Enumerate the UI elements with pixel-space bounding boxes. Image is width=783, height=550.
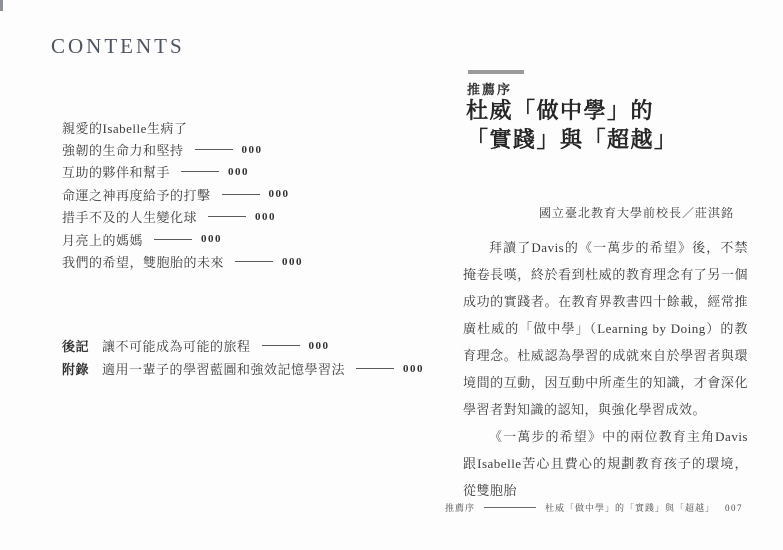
toc-page-number: 000 (308, 339, 330, 352)
appendix-tag: 附錄 (62, 362, 90, 377)
toc-leader-line (262, 345, 300, 346)
toc-leader-line (181, 171, 219, 172)
toc-page-number: 000 (241, 143, 263, 156)
toc-row (62, 116, 303, 138)
toc-page-number: 000 (228, 165, 250, 178)
toc-entry-label: 措手不及的人生變化球 (62, 210, 198, 226)
toc-page-number: 000 (268, 188, 290, 201)
toc-page-number: 000 (255, 210, 277, 223)
author-byline: 國立臺北教育大學前校長／莊淇銘 (538, 206, 734, 220)
toc-leader-line (235, 261, 273, 262)
appendix-row (62, 334, 424, 357)
toc-page-number: 000 (403, 362, 425, 375)
running-footer (444, 501, 743, 514)
toc-page-number: 000 (282, 255, 304, 268)
article-title-line2: 「實踐」與「超越」 (466, 126, 678, 152)
toc-entry-label: 我們的希望，雙胞胎的未來 (62, 255, 225, 271)
section-label: 推薦序 (467, 82, 513, 97)
toc-row (62, 250, 303, 272)
toc-entry-label: 強韌的生命力和堅持 (62, 143, 184, 159)
appendix-tag: 後記 (62, 339, 90, 354)
toc-leader-line (154, 239, 192, 240)
toc-appendix-section (62, 334, 424, 380)
footer-title: 杜威「做中學」的「實踐」與「超越」 (544, 503, 715, 513)
contents-heading: CONTENTS (51, 34, 185, 58)
toc-row (62, 206, 303, 228)
toc-row (62, 161, 303, 183)
toc-row (62, 183, 303, 205)
toc-entry-label: 命運之神再度給予的打擊 (62, 187, 211, 203)
preface-body (463, 234, 748, 504)
page-corner-artifact (0, 0, 3, 11)
section-accent-bar (468, 70, 524, 74)
table-of-contents (62, 116, 303, 273)
toc-page-number: 000 (201, 233, 223, 246)
article-title-line1: 杜威「做中學」的 (466, 98, 655, 123)
toc-entry-label: 月亮上的媽媽 (62, 232, 144, 248)
toc-leader-line (208, 216, 246, 217)
body-paragraph: 《一萬步的希望》中的兩位教育主角Davis跟Isabelle苦心且費心的規劃教育孩子的環境，從雙胞胎 (463, 429, 748, 498)
footer-rule-line (484, 507, 536, 508)
toc-row (62, 228, 303, 250)
article-title (466, 97, 678, 154)
footer-page-number: 007 (725, 502, 743, 513)
body-paragraph: 拜讀了Davis的《一萬步的希望》後，不禁掩卷長嘆，終於看到杜威的教育理念有了另一個成功的實踐者。在教育界教書四十餘載，經常推廣杜威的「做中學」（Learning by Doing）的教育理念。杜威認為學習的成就來自於學習者與環境間的互動，因互動中所產生的知識，才會深化學習者對知識的認知，與強化學習成效。 (463, 240, 748, 417)
toc-entry-label: 互助的夥伴和幫手 (62, 165, 171, 181)
toc-leader-line (195, 149, 233, 150)
toc-entry-label: 親愛的Isabelle生病了 (62, 120, 188, 136)
toc-leader-line (222, 194, 260, 195)
appendix-row (62, 357, 424, 380)
toc-leader-line (356, 368, 394, 369)
appendix-label: 適用一輩子的學習藍圖和強效記憶學習法 (102, 362, 346, 377)
toc-row (62, 138, 303, 160)
appendix-label: 讓不可能成為可能的旅程 (102, 339, 251, 354)
footer-section-label: 推薦序 (444, 503, 475, 513)
